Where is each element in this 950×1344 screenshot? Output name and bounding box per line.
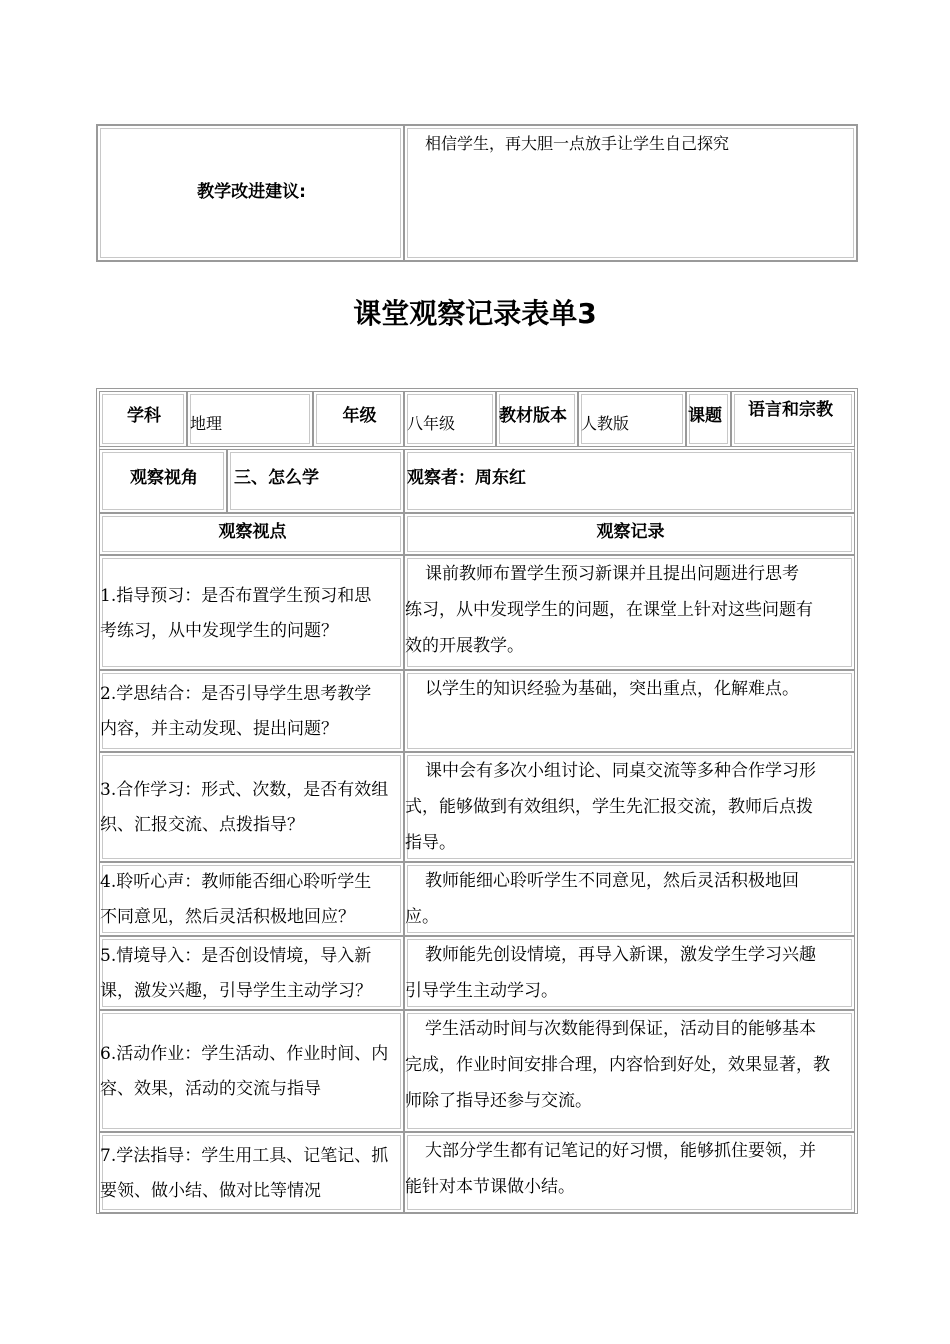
observation-record-cell	[404, 936, 855, 1010]
observation-point-cell	[99, 752, 404, 862]
observation-point-line: 4.聆听心声：教师能否细心聆听学生	[100, 872, 372, 892]
observation-record-line: 学生活动时间与次数能得到保证，活动目的能够基本	[425, 1019, 816, 1039]
edition-value-cell	[578, 391, 686, 447]
observer: 观察者：周东红	[407, 468, 526, 488]
topic-label-cell	[686, 391, 731, 447]
observation-record-line: 以学生的知识经验为基础，突出重点，化解难点。	[425, 679, 799, 699]
improvement-label-cell	[97, 125, 404, 261]
observation-record-cell	[404, 670, 855, 752]
grade-value: 八年级	[407, 414, 456, 433]
observation-record-line: 课前教师布置学生预习新课并且提出问题进行思考	[425, 564, 799, 584]
observation-point-line: 织、汇报交流、点拨指导？	[100, 815, 304, 835]
improvement-table	[96, 124, 858, 262]
observation-point-line: 课，激发兴趣，引导学生主动学习？	[100, 981, 372, 1001]
observation-point-cell	[99, 936, 404, 1010]
subject-label: 学科	[127, 406, 161, 426]
observation-record-cell	[404, 1132, 855, 1213]
observation-record-line: 效的开展教学。	[405, 636, 524, 656]
topic-value: 语言和宗教	[748, 400, 833, 420]
perspective-label: 观察视角	[130, 468, 198, 488]
observation-point-line: 1.指导预习：是否布置学生预习和思	[100, 586, 372, 606]
observation-record-line: 教师能先创设情境，再导入新课，激发学生学习兴趣	[425, 945, 816, 965]
observation-point-line: 容、效果，活动的交流与指导	[100, 1079, 321, 1099]
observation-point-line: 6.活动作业：学生活动、作业时间、内	[100, 1044, 389, 1064]
observation-point-line: 内容，并主动发现、提出问题？	[100, 719, 338, 739]
subject-value: 地理	[190, 414, 223, 433]
observation-point-cell	[99, 862, 404, 936]
edition-label-cell	[496, 391, 578, 447]
observation-record-line: 师除了指导还参与交流。	[405, 1091, 592, 1111]
col-header-right: 观察记录	[596, 522, 665, 542]
subject-value-cell	[187, 391, 313, 447]
observation-point-line: 要领、做小结、做对比等情况	[100, 1181, 321, 1201]
observation-point-line: 5.情境导入：是否创设情境，导入新	[100, 946, 372, 966]
observation-record-line: 引导学生主动学习。	[405, 981, 558, 1001]
observation-record-cell	[404, 1010, 855, 1132]
observation-point-line: 7.学法指导：学生用工具、记笔记、抓	[100, 1146, 389, 1166]
improvement-content: 相信学生，再大胆一点放手让学生自己探究	[425, 134, 730, 153]
observation-record-cell	[404, 752, 855, 862]
col-header-left-cell	[99, 513, 404, 555]
observation-record-line: 式，能够做到有效组织，学生先汇报交流，教师后点拨	[405, 797, 813, 817]
observation-record-line: 能针对本节课做小结。	[405, 1177, 575, 1197]
observation-record-line: 练习，从中发现学生的问题，在课堂上针对这些问题有	[405, 600, 813, 620]
observation-record-line: 应。	[405, 907, 439, 927]
observation-record-line: 大部分学生都有记笔记的好习惯，能够抓住要领，并	[425, 1141, 816, 1161]
page-title: 课堂观察记录表单3	[353, 297, 597, 330]
observation-point-cell	[99, 1132, 404, 1213]
grade-label-cell	[313, 391, 404, 447]
edition-label: 教材版本	[499, 406, 567, 426]
observation-point-cell	[99, 555, 404, 670]
observation-point-cell	[99, 670, 404, 752]
observation-point-line: 不同意见，然后灵活积极地回应？	[100, 907, 355, 927]
col-header-left: 观察视点	[218, 522, 287, 542]
grade-value-cell	[404, 391, 496, 447]
observation-record-line: 课中会有多次小组讨论、同桌交流等多种合作学习形	[425, 761, 816, 781]
subject-label-cell	[99, 391, 187, 447]
observation-point-line: 考练习，从中发现学生的问题？	[100, 621, 338, 641]
observation-record-line: 完成，作业时间安排合理，内容恰到好处，效果显著，教	[405, 1055, 830, 1075]
perspective-value: 三、怎么学	[234, 468, 319, 488]
observation-point-cell	[99, 1010, 404, 1132]
improvement-content-cell	[404, 125, 857, 261]
observation-record-line: 指导。	[405, 833, 456, 853]
observation-point-line: 3.合作学习：形式、次数，是否有效组	[100, 780, 389, 800]
observation-point-line: 2.学思结合：是否引导学生思考教学	[100, 684, 372, 704]
observation-record-cell	[404, 862, 855, 936]
topic-label: 课题	[688, 406, 722, 426]
observation-record-cell	[404, 555, 855, 670]
perspective-label-cell	[99, 449, 227, 513]
topic-value-cell	[731, 391, 855, 447]
col-header-right-cell	[404, 513, 855, 555]
observation-record-line: 教师能细心聆听学生不同意见，然后灵活积极地回	[425, 871, 799, 891]
observer-cell	[404, 449, 855, 513]
observation-table	[96, 388, 858, 1214]
improvement-label: 教学改进建议:	[197, 182, 306, 202]
grade-label: 年级	[342, 406, 377, 426]
edition-value: 人教版	[581, 414, 630, 433]
perspective-value-cell	[227, 449, 404, 513]
